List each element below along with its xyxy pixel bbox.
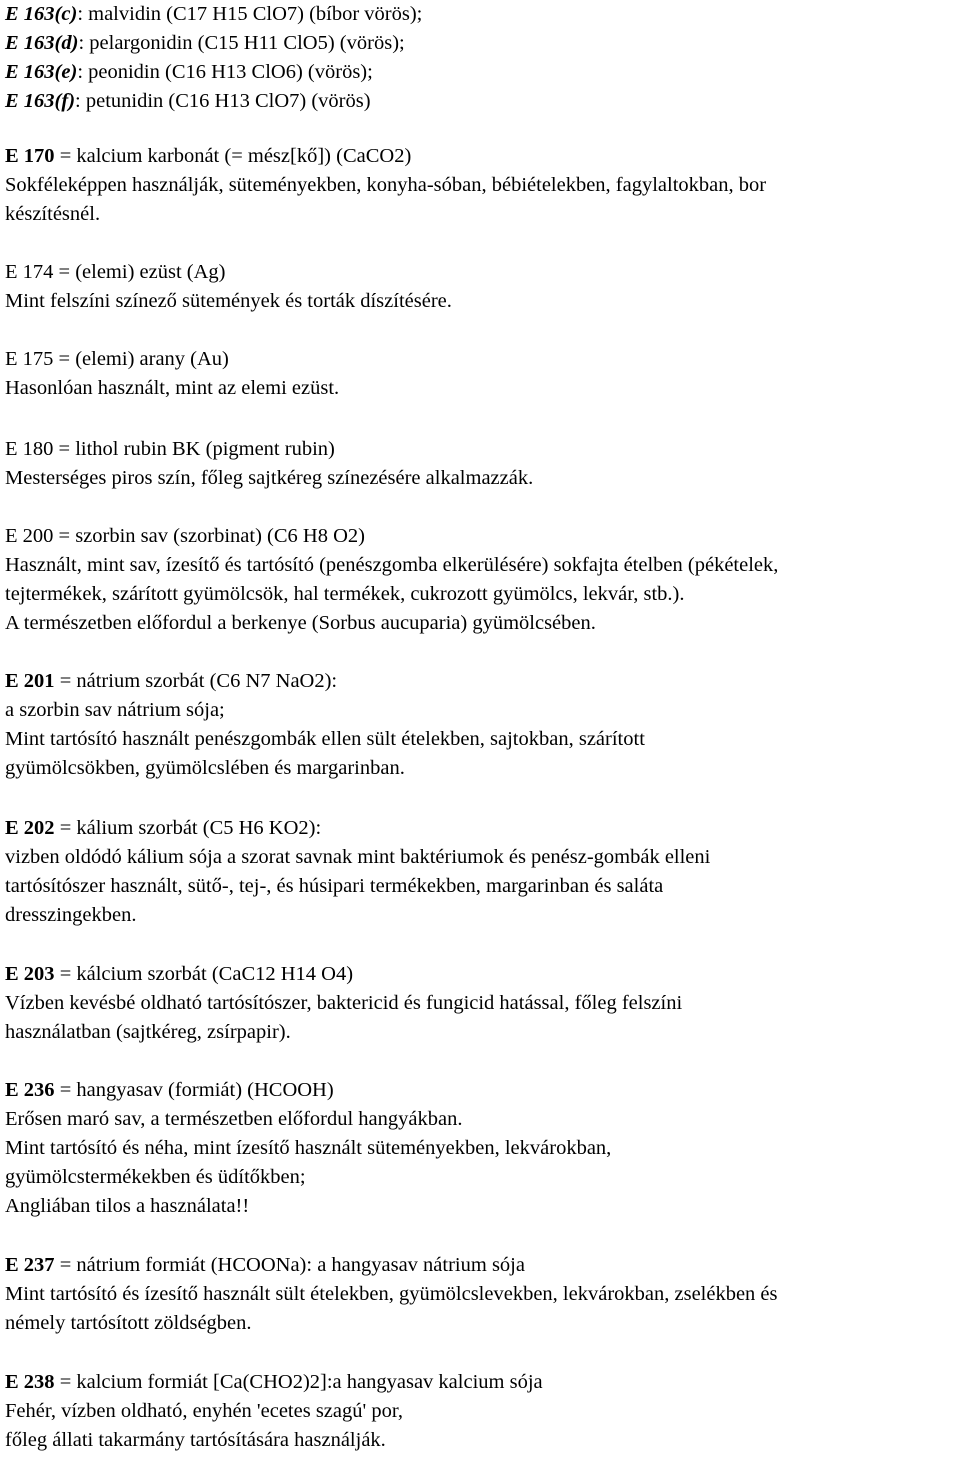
entry-text: A természetben előfordul a berkenye (Sorbus aucuparia) gyümölcsében. [5,612,596,634]
additive-entry [5,522,778,638]
additive-entry [5,1368,543,1455]
additive-entry [5,960,682,1047]
additive-description: : peonidin (C16 H13 ClO6) (vörös); [77,61,373,83]
list-item [5,0,422,29]
additive-entry [5,435,533,493]
entry-heading [5,1251,778,1280]
entry-heading [5,1368,543,1397]
entry-heading [5,960,682,989]
entry-text: gyümölcstermékekben és üdítőkben; [5,1166,306,1188]
additive-entry [5,667,645,783]
additive-code: E 170 [5,145,55,167]
entry-heading: E 200 = szorbin sav (szorbinat) (C6 H8 O2) [5,525,365,547]
entry-heading [5,1076,611,1105]
entry-heading [5,142,766,171]
entry-text: Mint tartósító és ízesítő használt sült ételekben, gyümölcslevekben, lekvárokban, zselékben és [5,1283,778,1305]
entry-text: főleg állati takarmány tartósítására használják. [5,1429,386,1451]
entry-text: készítésnél. [5,203,101,225]
entry-text: Angliában tilos a használata!! [5,1195,250,1217]
additive-code: E 201 [5,670,55,692]
additive-code: E 203 [5,963,55,985]
entry-heading: E 175 = (elemi) arany (Au) [5,348,229,370]
additive-name: = kalcium karbonát (= mész[kő]) (CaCO2) [54,145,412,167]
additive-description: : pelargonidin (C15 H11 ClO5) (vörös); [78,32,405,54]
additive-name: = kálcium szorbát (CaC12 H14 O4) [54,963,354,985]
entry-text: Használt, mint sav, ízesítő és tartósító (penészgomba elkerülésére) sokfajta ételben (pékételek, [5,554,779,576]
list-item [5,29,422,58]
additive-code: E 163(e) [5,61,78,83]
additive-description: : malvidin (C17 H15 ClO7) (bíbor vörös); [77,3,423,25]
entry-text: tejtermékek, szárított gyümölcsök, hal termékek, cukrozott gyümölcs, lekvár, stb.). [5,583,685,605]
additive-name: = nátrium szorbát (C6 N7 NaO2): [54,670,338,692]
additive-entry [5,345,339,403]
additive-code: E 163(d) [5,32,79,54]
entry-heading [5,667,645,696]
list-item [5,87,422,116]
entry-text: dresszingekben. [5,904,137,926]
entry-text: vizben oldódó kálium sója a szorat savnak mint baktériumok és penész-gombák elleni [5,846,711,868]
additive-code: E 238 [5,1371,55,1393]
additive-code: E 202 [5,817,55,839]
additive-entry [5,142,766,229]
additive-code: E 237 [5,1254,55,1276]
entry-text: Hasonlóan használt, mint az elemi ezüst. [5,377,340,399]
additive-entry [5,258,452,316]
entry-heading: E 180 = lithol rubin BK (pigment rubin) [5,438,335,460]
additive-code: E 236 [5,1079,55,1101]
entry-text: Mesterséges piros szín, főleg sajtkéreg színezésére alkalmazzák. [5,467,534,489]
additive-name: = nátrium formiát (HCOONa): a hangyasav nátrium sója [54,1254,525,1276]
entry-text: Mint felszíni színező sütemények és torták díszítésére. [5,290,452,312]
entry-text: Mint tartósító és néha, mint ízesítő használt süteményekben, lekvárokban, [5,1137,612,1159]
additive-entry [5,1076,611,1221]
entry-text: a szorbin sav nátrium sója; [5,699,225,721]
additive-name: = hangyasav (formiát) (HCOOH) [54,1079,334,1101]
entry-text: tartósítószer használt, sütő-, tej-, és húsipari termékekben, margarinban és saláta [5,875,664,897]
additive-name: = kálium szorbát (C5 H6 KO2): [54,817,322,839]
additive-entry [5,1251,778,1338]
additive-code: E 163(f) [5,90,76,112]
additive-name: = kalcium formiát [Ca(CHO2)2]:a hangyasav kalcium sója [54,1371,543,1393]
entry-heading [5,814,710,843]
entry-text: gyümölcsökben, gyümölcslében és margarinban. [5,757,405,779]
additive-entry [5,814,710,930]
anthocyanin-list [5,0,422,116]
entry-heading: E 174 = (elemi) ezüst (Ag) [5,261,226,283]
entry-text: Sokféleképpen használják, süteményekben, konyha-sóban, bébiételekben, fagylaltokban, bor [5,174,767,196]
list-item [5,58,422,87]
entry-text: használatban (sajtkéreg, zsírpapir). [5,1021,291,1043]
additive-code: E 163(c) [5,3,78,25]
entry-text: Fehér, vízben oldható, enyhén 'ecetes szagú' por, [5,1400,403,1422]
entry-text: Mint tartósító használt penészgombák ellen sült ételekben, sajtokban, szárított [5,728,645,750]
entry-text: némely tartósított zöldségben. [5,1312,252,1334]
entry-text: Erősen maró sav, a természetben előfordul hangyákban. [5,1108,463,1130]
entry-text: Vízben kevésbé oldható tartósítószer, baktericid és fungicid hatással, főleg felszíni [5,992,683,1014]
additive-description: : petunidin (C16 H13 ClO7) (vörös) [75,90,371,112]
